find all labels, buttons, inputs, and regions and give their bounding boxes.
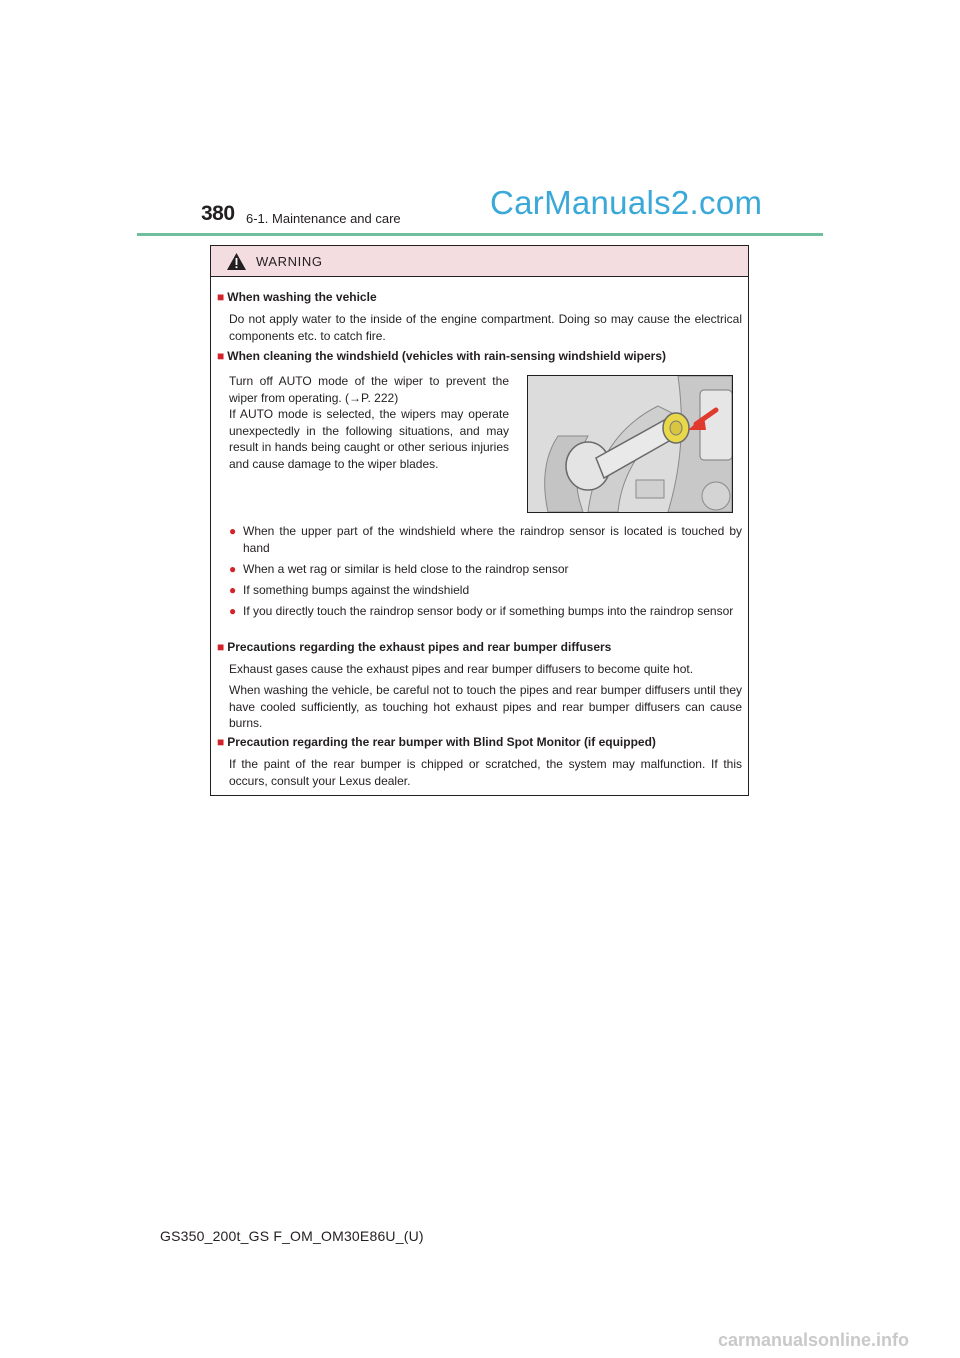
header-divider <box>137 233 823 236</box>
warning-box <box>210 245 749 796</box>
watermark-link[interactable]: CarManuals2.com <box>490 184 763 221</box>
warning-label: WARNING <box>256 254 323 269</box>
brand-watermark: carmanualsonline.info <box>718 1330 910 1350</box>
section-title: 6-1. Maintenance and care <box>246 211 401 226</box>
square-bullet-icon: ■ <box>217 640 225 654</box>
document-code: GS350_200t_GS F_OM_OM30E86U_(U) <box>160 1228 424 1244</box>
wiper-lever-illustration <box>527 375 733 513</box>
wiper-lever-drawing <box>528 376 732 512</box>
section-body-windshield: Turn off AUTO mode of the wiper to prevent the wiper from operating. (→P. 222) If AUTO mode is selected, the wipers may operate unexpectedly in the following situations, and may result in hands being caught or other serious injuries and cause damage to the wiper blades. <box>229 374 509 471</box>
list-item: ● If you directly touch the raindrop sensor body or if something bumps into the raindrop sensor <box>229 604 734 618</box>
list-item: ● When the upper part of the windshield where the raindrop sensor is located is touched by hand <box>229 524 742 555</box>
section-body-washing: Do not apply water to the inside of the engine compartment. Doing so may cause the electrical components etc. to catch fire. <box>229 312 742 343</box>
list-item: ● When a wet rag or similar is held close to the raindrop sensor <box>229 562 569 576</box>
section-heading-windshield: ■ When cleaning the windshield (vehicles with rain-sensing windshield wipers) <box>217 349 666 363</box>
round-bullet-icon: ● <box>229 583 237 597</box>
section-heading-exhaust: ■ Precautions regarding the exhaust pipes and rear bumper diffusers <box>217 640 612 654</box>
section-body-exhaust-2: When washing the vehicle, be careful not to touch the pipes and rear bumper diffusers until they have cooled sufficiently, as touching hot exhaust pipes and rear bumper diffusers can cause burns. <box>229 683 742 730</box>
round-bullet-icon: ● <box>229 524 237 538</box>
section-heading-bumper: ■ Precaution regarding the rear bumper with Blind Spot Monitor (if equipped) <box>217 735 656 749</box>
warning-triangle-icon <box>226 252 247 271</box>
page-header <box>0 0 960 240</box>
square-bullet-icon: ■ <box>217 349 225 363</box>
list-item: ● If something bumps against the windshield <box>229 583 470 597</box>
page-number: 380 <box>201 202 235 225</box>
section-body-bumper: If the paint of the rear bumper is chipped or scratched, the system may malfunction. If this occurs, consult your Lexus dealer. <box>229 757 742 788</box>
section-heading-washing: ■ When washing the vehicle <box>217 290 377 304</box>
square-bullet-icon: ■ <box>217 735 225 749</box>
warning-header <box>211 246 748 277</box>
section-body-exhaust: Exhaust gases cause the exhaust pipes and rear bumper diffusers to become quite hot. <box>229 662 694 676</box>
square-bullet-icon: ■ <box>217 290 225 304</box>
round-bullet-icon: ● <box>229 604 237 618</box>
round-bullet-icon: ● <box>229 562 237 576</box>
